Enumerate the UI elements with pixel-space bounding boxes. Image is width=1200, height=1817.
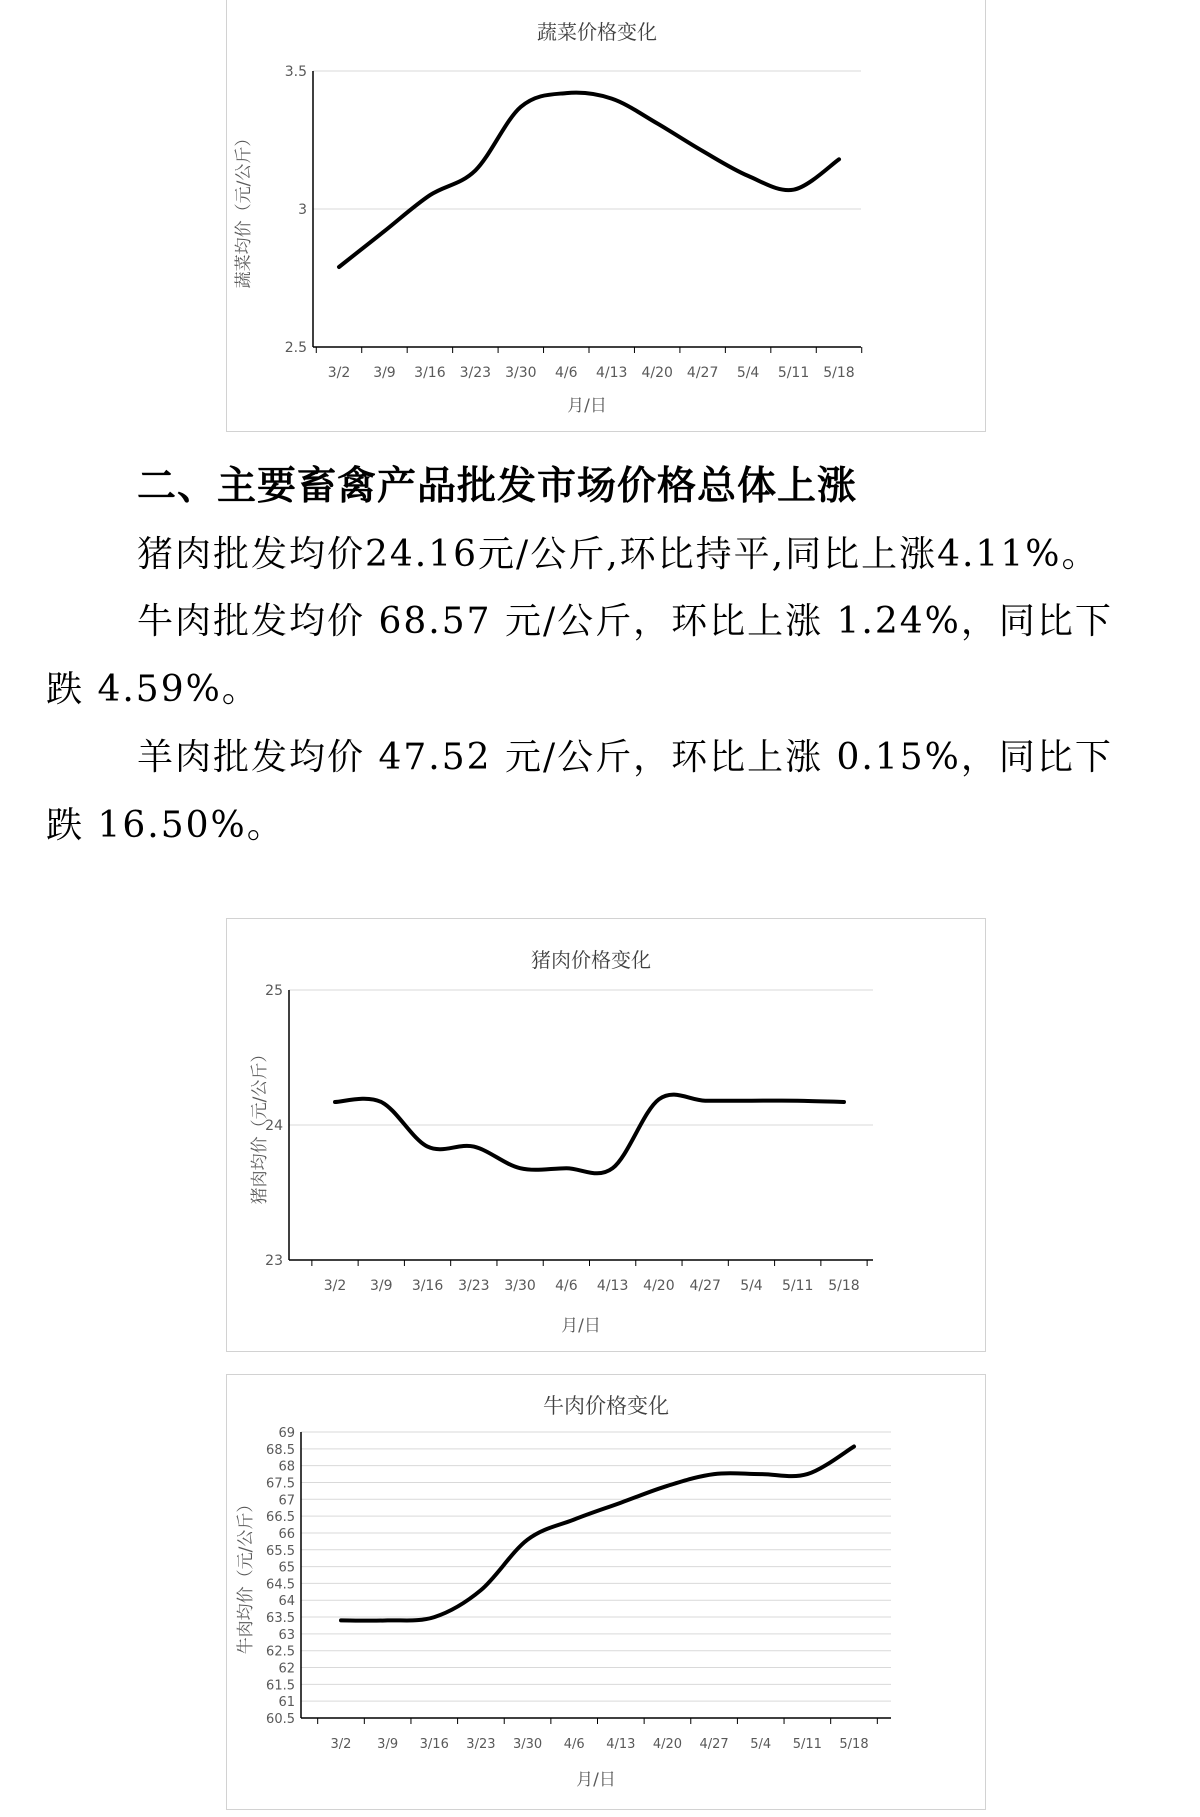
y-tick-label: 68.5 xyxy=(266,1442,295,1458)
y-tick-label: 61.5 xyxy=(266,1678,295,1694)
x-tick-label: 3/30 xyxy=(512,1737,543,1752)
beef-paragraph-line2: 跌 4.59%。 xyxy=(46,669,260,710)
y-tick-label: 60.5 xyxy=(266,1712,295,1727)
y-tick-label: 66.5 xyxy=(266,1510,295,1526)
x-tick-label: 5/18 xyxy=(828,1278,860,1294)
y-axis-label: 猪肉均价（元/公斤） xyxy=(250,1045,270,1205)
y-axis-label: 牛肉均价（元/公斤） xyxy=(236,1495,256,1655)
x-tick-label: 3/23 xyxy=(458,1278,490,1294)
y-tick-label: 62.5 xyxy=(266,1644,295,1660)
x-tick-label: 4/27 xyxy=(699,1737,729,1752)
mutton-paragraph xyxy=(0,724,1200,860)
x-tick-label: 3/16 xyxy=(419,1737,449,1752)
x-tick-label: 5/18 xyxy=(823,365,855,381)
y-tick-label: 65.5 xyxy=(266,1543,295,1559)
y-tick-label: 64 xyxy=(278,1594,295,1610)
y-tick-label: 67 xyxy=(278,1493,295,1509)
section-heading: 二、主要畜禽产品批发市场价格总体上涨 xyxy=(137,464,858,509)
y-tick-label: 63.5 xyxy=(266,1611,295,1627)
x-axis-label: 月/日 xyxy=(561,1316,601,1336)
series-line xyxy=(341,1447,854,1621)
x-tick-label: 3/16 xyxy=(411,1278,444,1294)
pork-paragraph-line1: 猪肉批发均价24.16元/公斤,环比持平,同比上涨4.11%。 xyxy=(137,534,1100,575)
x-tick-label: 4/6 xyxy=(563,1737,585,1752)
x-tick-label: 5/4 xyxy=(740,1278,763,1294)
y-tick-label: 3.5 xyxy=(284,64,307,80)
x-tick-label: 4/6 xyxy=(555,365,578,381)
y-tick-label: 2.5 xyxy=(284,340,307,356)
x-tick-label: 3/2 xyxy=(327,365,351,381)
x-tick-label: 4/27 xyxy=(686,365,719,381)
chart-title: 蔬菜价格变化 xyxy=(537,20,657,44)
x-axis-label: 月/日 xyxy=(567,396,607,416)
y-tick-label: 68 xyxy=(278,1459,295,1475)
x-tick-label: 4/13 xyxy=(606,1737,636,1752)
x-tick-label: 3/9 xyxy=(373,365,396,381)
x-tick-label: 3/2 xyxy=(323,1278,347,1294)
x-tick-label: 3/2 xyxy=(330,1737,352,1752)
x-tick-label: 5/11 xyxy=(777,365,810,381)
beef-paragraph-line1: 牛肉批发均价 68.57 元/公斤，环比上涨 1.24%，同比下 xyxy=(137,601,1113,642)
x-tick-label: 3/23 xyxy=(459,365,492,381)
x-tick-label: 3/30 xyxy=(504,1278,536,1294)
x-tick-label: 3/30 xyxy=(505,365,537,381)
x-tick-label: 3/23 xyxy=(466,1737,496,1752)
x-tick-label: 5/4 xyxy=(750,1737,772,1752)
y-tick-label: 63 xyxy=(278,1627,295,1643)
x-tick-label: 4/20 xyxy=(641,365,673,381)
pork-paragraph xyxy=(0,521,1200,589)
x-tick-label: 3/16 xyxy=(414,365,446,381)
chart-title: 猪肉价格变化 xyxy=(531,948,651,972)
series-line xyxy=(335,1095,844,1174)
x-axis-label: 月/日 xyxy=(576,1770,616,1790)
x-tick-label: 4/6 xyxy=(555,1278,578,1294)
series-line xyxy=(339,93,839,267)
y-tick-label: 65 xyxy=(278,1560,295,1576)
y-tick-label: 66 xyxy=(278,1526,295,1542)
chart-title: 牛肉价格变化 xyxy=(543,1394,669,1418)
x-tick-label: 4/27 xyxy=(689,1278,721,1294)
x-tick-label: 3/9 xyxy=(370,1278,393,1294)
y-tick-label: 3 xyxy=(298,202,307,218)
y-tick-label: 24 xyxy=(265,1118,283,1134)
x-tick-label: 4/13 xyxy=(596,365,628,381)
y-tick-label: 25 xyxy=(265,983,283,999)
y-tick-label: 62 xyxy=(278,1661,295,1677)
y-axis-label: 蔬菜均价（元/公斤） xyxy=(234,129,254,289)
y-tick-label: 67.5 xyxy=(266,1476,295,1492)
y-tick-label: 23 xyxy=(265,1253,283,1269)
y-tick-label: 64.5 xyxy=(266,1577,295,1593)
y-tick-label: 69 xyxy=(278,1426,295,1441)
mutton-paragraph-line2: 跌 16.50%。 xyxy=(46,805,285,846)
beef-price-chart xyxy=(227,1375,985,1809)
x-tick-label: 5/11 xyxy=(792,1737,822,1752)
x-tick-label: 4/13 xyxy=(596,1278,629,1294)
x-tick-label: 4/20 xyxy=(643,1278,675,1294)
x-tick-label: 5/4 xyxy=(736,365,760,381)
pork-price-chart xyxy=(227,919,985,1351)
y-tick-label: 61 xyxy=(278,1695,295,1711)
beef-paragraph xyxy=(0,588,1200,724)
pork-chart-panel xyxy=(226,918,986,1352)
vegetable-chart-panel xyxy=(226,0,986,432)
x-tick-label: 3/9 xyxy=(377,1737,399,1752)
mutton-paragraph-line1: 羊肉批发均价 47.52 元/公斤，环比上涨 0.15%，同比下 xyxy=(137,737,1113,778)
vegetable-price-chart xyxy=(227,0,985,431)
x-tick-label: 5/18 xyxy=(839,1737,869,1752)
beef-chart-panel xyxy=(226,1374,986,1810)
x-tick-label: 5/11 xyxy=(782,1278,814,1294)
x-tick-label: 4/20 xyxy=(652,1737,683,1752)
